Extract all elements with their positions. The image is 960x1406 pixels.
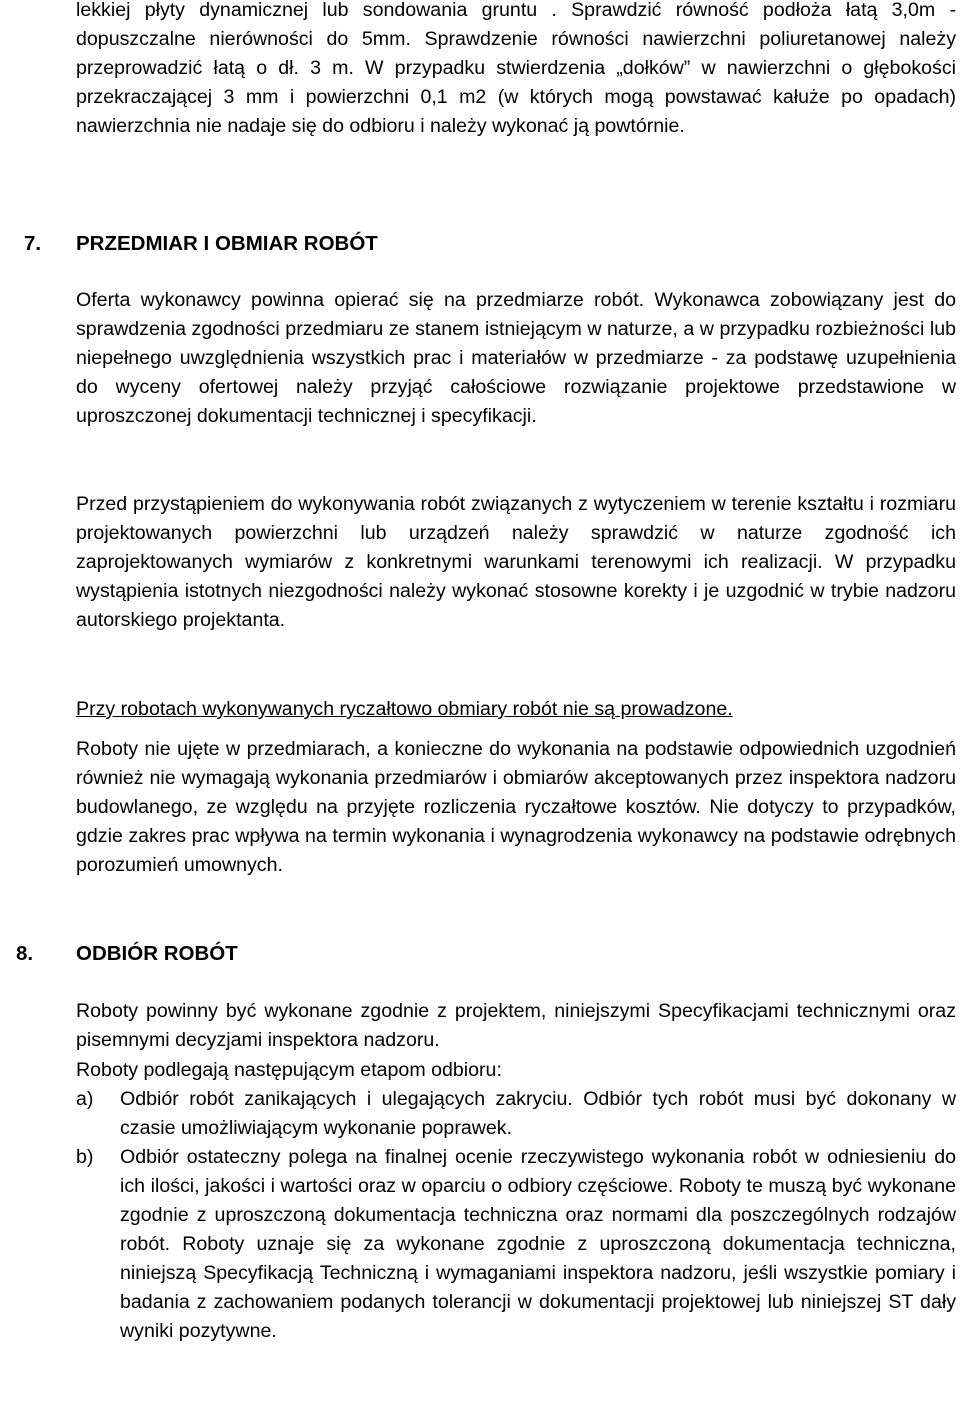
section-7-underlined-note: Przy robotach wykonywanych ryczałtowo obmiary robót nie są prowadzone.: [76, 698, 733, 720]
list-text-a: Odbiór robót zanikających i ulegających zakryciu. Odbiór tych robót musi być dokonany w czasie umożliwiającym wykonanie poprawek.: [120, 1088, 956, 1139]
section-8-number: 8.: [16, 942, 34, 965]
section-7-paragraph-1: Oferta wykonawcy powinna opierać się na przedmiarze robót. Wykonawca zobowiązany jest do sprawdzenia zgodności przedmiaru ze stanem istniejącym w naturze, a w przypadku rozbieżności lub niepełnego uwzględnienia wszystkich prac i materiałów w przedmiarze - za podstawę uzupełnienia do wyceny ofertowej należy przyjąć całościowe rozwiązanie projektowe przedstawione w uproszczonej dokumentacji technicznej i specyfikacji.: [76, 289, 956, 427]
list-text-b: Odbiór ostateczny polega na finalnej ocenie rzeczywistego wykonania robót w odniesieniu do ich ilości, jakości i wartości oraz w oparciu o odbiory częściowe. Roboty te muszą być wykonane zgodnie z uproszczoną dokumentacja techniczna oraz normami dla poszczególnych rodzajów robót. Roboty uznaje się za wykonane zgodnie z uproszczoną dokumentacja techniczna, niniejszą Specyfikacją Techniczną i wymaganiami inspektora nadzoru, jeśli wszystkie pomiary i badania z zachowaniem podanych tolerancji w dokumentacji projektowej lub niniejszej ST dały wyniki pozytywne.: [120, 1146, 956, 1342]
list-marker-a: a): [76, 1088, 94, 1110]
section-7-paragraph-2: Przed przystąpieniem do wykonywania robót związanych z wytyczeniem w terenie kształtu i rozmiaru projektowanych powierzchni lub urządzeń należy sprawdzić w naturze zgodność ich zaprojektowanych wymiarów z konkretnymi warunkami terenowymi ich realizacji. W przypadku wystąpienia istotnych niezgodności należy wykonać stosowne korekty i je uzgodnić w trybie nadzoru autorskiego projektanta.: [76, 493, 956, 631]
section-7-heading: [24, 229, 378, 258]
list-marker-b: b): [76, 1146, 94, 1168]
section-8-heading: [16, 939, 238, 968]
section-7-paragraph-3: Roboty nie ujęte w przedmiarach, a konieczne do wykonania na podstawie odpowiednich uzgodnień również nie wymagają wykonania przedmiarów i obmiarów akceptowanych przez inspektora nadzoru budowlanego, ze względu na przyjęte rozliczenia ryczałtowe kosztów. Nie dotyczy to przypadków, gdzie zakres prac wpływa na termin wykonania i wynagrodzenia wykonawcy na podstawie odrębnych porozumień umownych.: [76, 738, 956, 876]
section-8-paragraph-2: Roboty podlegają następującym etapom odbioru:: [76, 1059, 502, 1081]
list-item-a: [76, 1085, 956, 1143]
section-7-number: 7.: [24, 232, 42, 255]
section-8-paragraph-1: Roboty powinny być wykonane zgodnie z projektem, niniejszymi Specyfikacjami technicznymi oraz pisemnymi decyzjami inspektora nadzoru.: [76, 1000, 956, 1051]
section-8-title: ODBIÓR ROBÓT: [76, 942, 238, 965]
top-paragraph: lekkiej płyty dynamicznej lub sondowania gruntu . Sprawdzić równość podłoża łatą 3,0m - dopuszczalne nierówności do 5mm. Sprawdzenie równości nawierzchni poliuretanowej należy przeprowadzić łatą o dł. 3 m. W przypadku stwierdzenia „dołków” w nawierzchni o głębokości przekraczającej 3 mm i powierzchni 0,1 m2 (w których mogą powstawać kałuże po opadach) nawierzchnia nie nadaje się do odbioru i należy wykonać ją powtórnie.: [76, 0, 956, 137]
section-7-title: PRZEDMIAR I OBMIAR ROBÓT: [76, 232, 378, 255]
list-item-b: [76, 1143, 956, 1346]
